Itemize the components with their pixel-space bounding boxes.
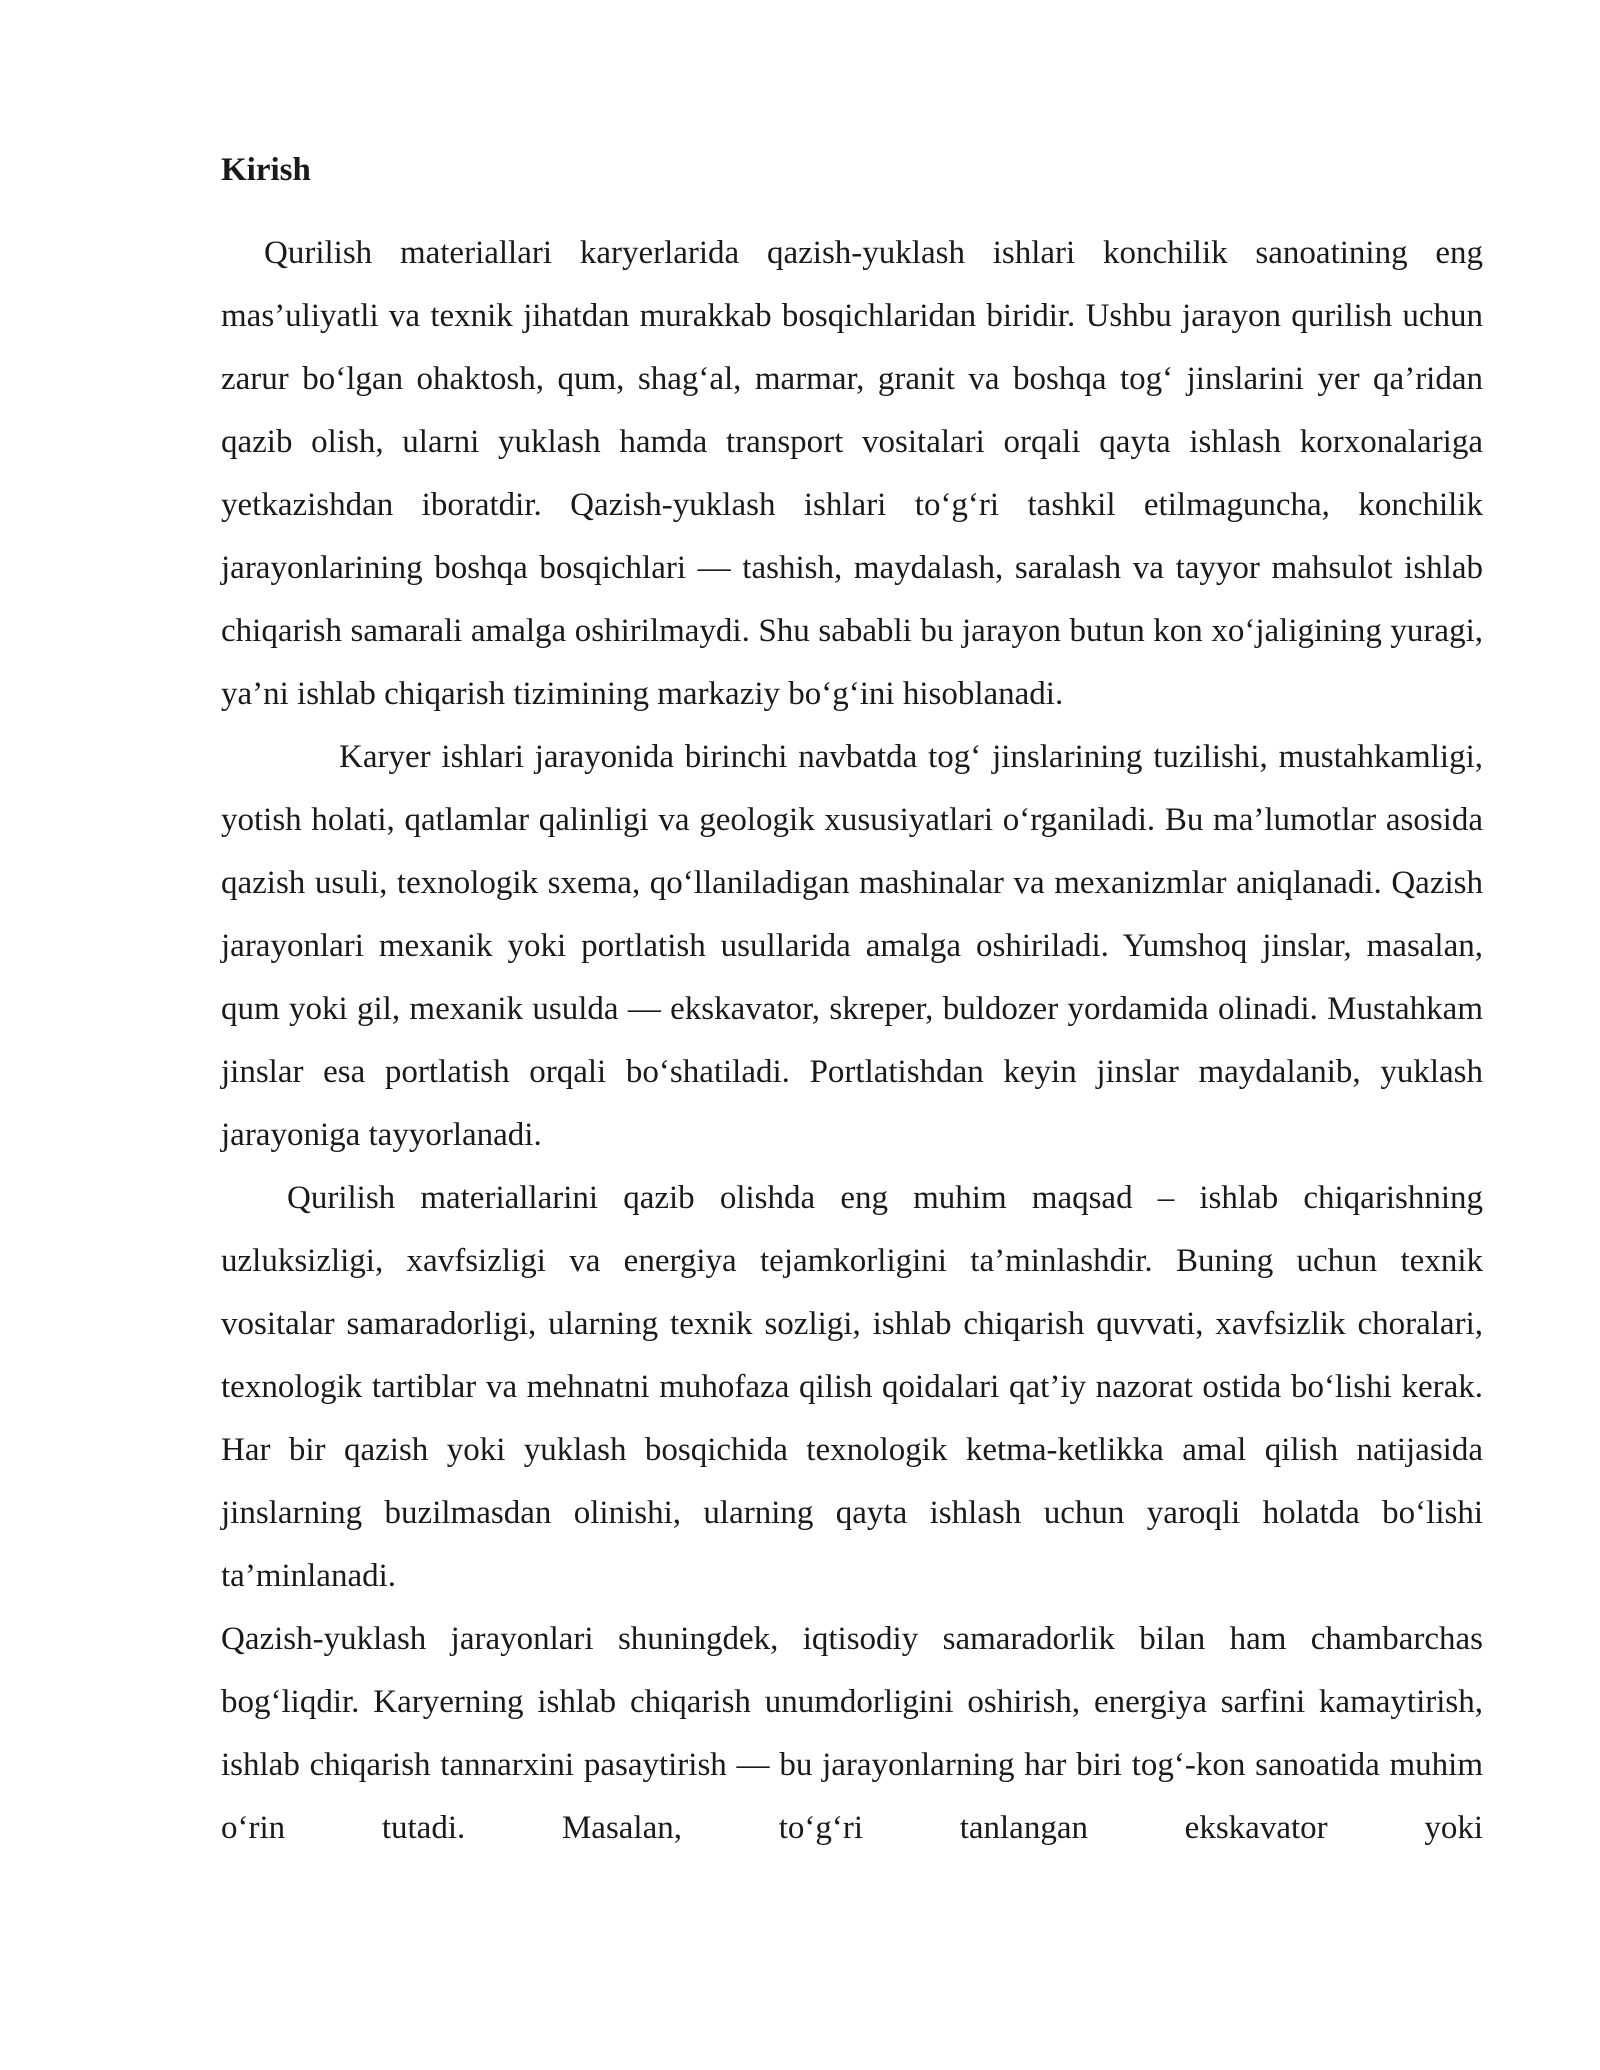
paragraph-1: Qurilish materiallari karyerlarida qazish-yuklash ishlari konchilik sanoatining eng mas’uliyatli va texnik jihatdan murakkab bosqichlaridan biridir. Ushbu jarayon qurilish uchun zarur bo‘lgan ohaktosh, qum, shag‘al, marmar, granit va boshqa tog‘ jinslarini yer qa’ridan qazib olish, ularni yuklash hamda transport vositalari orqali qayta ishlash korxonalariga yetkazishdan iboratdir. Qazish-yuklash ishlari to‘g‘ri tashkil etilmaguncha, konchilik jarayonlarining boshqa bosqichlari — tashish, maydalash, saralash va tayyor mahsulot ishlab chiqarish samarali amalga oshirilmaydi. Shu sababli bu jarayon butun kon xo‘jaligining yuragi, ya’ni ishlab chiqarish tizimining markaziy bo‘g‘ini hisoblanadi.	[221, 235, 1483, 712]
paragraph-4: Qazish-yuklash jarayonlari shuningdek, iqtisodiy samaradorlik bilan ham chambarchas bog‘liqdir. Karyerning ishlab chiqarish unumdorligini oshirish, energiya sarfini kamaytirish, ishlab chiqarish tannarxini pasaytirish — bu jarayonlarning har biri tog‘-kon sanoatida muhim o‘rin tutadi. Masalan, to‘g‘ri tanlangan ekskavator yoki	[221, 1621, 1483, 1846]
document-page	[221, 140, 1483, 1860]
paragraph-2: Karyer ishlari jarayonida birinchi navbatda tog‘ jinslarining tuzilishi, mustahkamligi, yotish holati, qatlamlar qalinligi va geologik xususiyatlari o‘rganiladi. Bu ma’lumotlar asosida qazish usuli, texnologik sxema, qo‘llaniladigan mashinalar va mexanizmlar aniqlanadi. Qazish jarayonlari mexanik yoki portlatish usullarida amalga oshiriladi. Yumshoq jinslar, masalan, qum yoki gil, mexanik usulda — ekskavator, skreper, buldozer yordamida olinadi. Mustahkam jinslar esa portlatish orqali bo‘shatiladi. Portlatishdan keyin jinslar maydalanib, yuklash jarayoniga tayyorlanadi.	[221, 739, 1483, 1153]
paragraph-3: Qurilish materiallarini qazib olishda eng muhim maqsad – ishlab chiqarishning uzluksizligi, xavfsizligi va energiya tejamkorligini ta’minlashdir. Buning uchun texnik vositalar samaradorligi, ularning texnik sozligi, ishlab chiqarish quvvati, xavfsizlik choralari, texnologik tartiblar va mehnatni muhofaza qilish qoidalari qat’iy nazorat ostida bo‘lishi kerak. Har bir qazish yoki yuklash bosqichida texnologik ketma-ketlikka amal qilish natijasida jinslarning buzilmasdan olinishi, ularning qayta ishlash uchun yaroqli holatda bo‘lishi ta’minlanadi.	[221, 1180, 1483, 1594]
section-heading: Kirish	[221, 152, 311, 188]
